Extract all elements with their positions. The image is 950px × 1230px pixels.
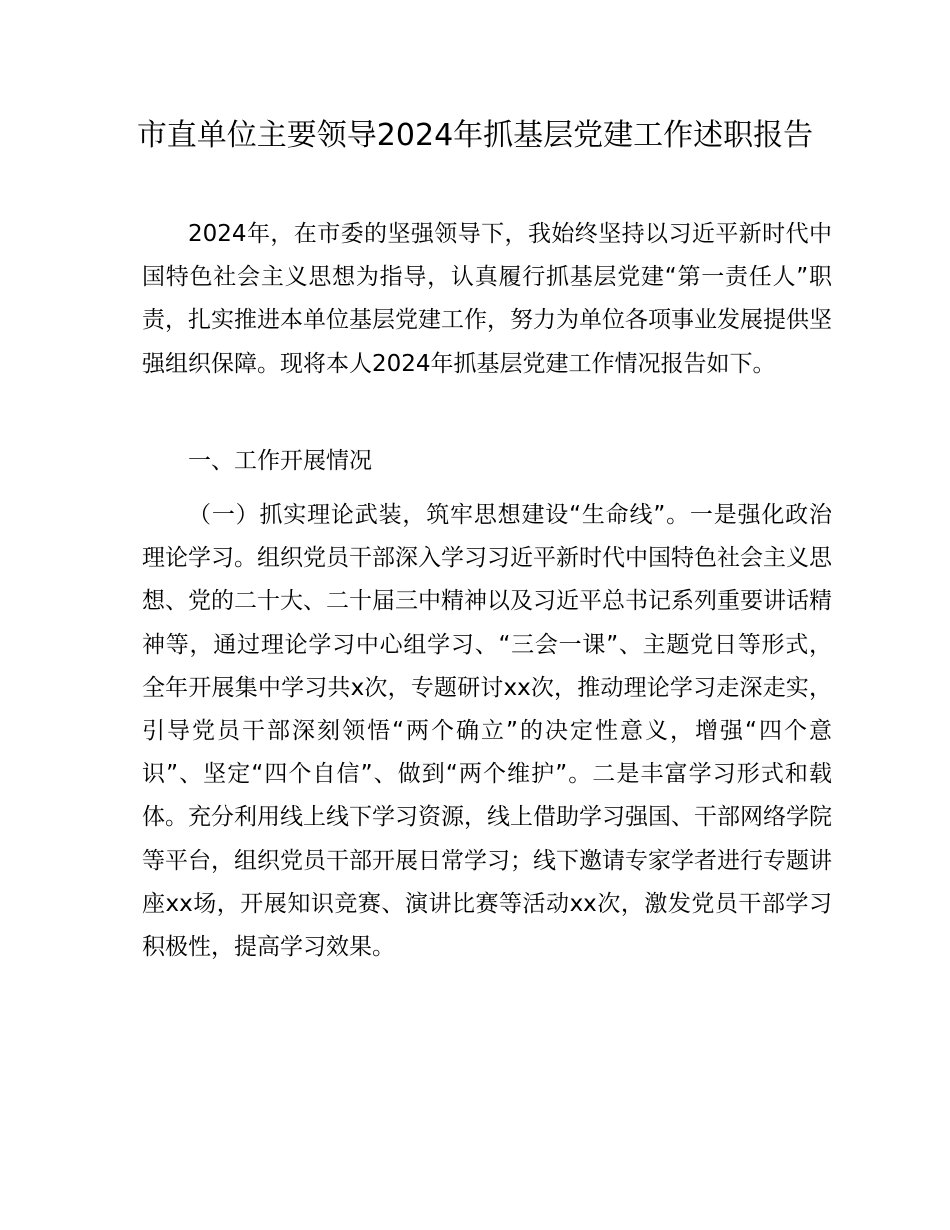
section-heading: 一、工作开展情况 bbox=[188, 448, 372, 474]
subsection-paragraph: （一）抓实理论武装，筑牢思想建设“生命线”。一是强化政治理论学习。组织党员干部深入学习习近平新时代中国特色社会主义思想、党的二十大、二十届三中精神以及习近平总书记系列重要讲话精神等，通过理论学习中心组学习、“三会一课”、主题党日等形式，全年开展集中学习共x次，专题研讨xx次，推动理论学习走深走实，引导党员干部深刻领悟“两个确立”的决定性意义，增强“四个意识”、坚定“四个自信”、做到“两个维护”。二是丰富学习形式和载体。充分利用线上线下学习资源，线上借助学习强国、干部网络学院等平台，组织党员干部开展日常学习；线下邀请专家学者进行专题讲座xx场，开展知识竞赛、演讲比赛等活动xx次，激发党员干部学习积极性，提高学习效果。 bbox=[142, 502, 832, 961]
document-title: 市直单位主要领导2024年抓基层党建工作述职报告 bbox=[136, 118, 814, 153]
intro-paragraph: 2024年，在市委的坚强领导下，我始终坚持以习近平新时代中国特色社会主义思想为指导，认真履行抓基层党建“第一责任人”职责，扎实推进本单位基层党建工作，努力为单位各项事业发展提供坚强组织保障。现将本人2024年抓基层党建工作情况报告如下。 bbox=[142, 221, 832, 377]
